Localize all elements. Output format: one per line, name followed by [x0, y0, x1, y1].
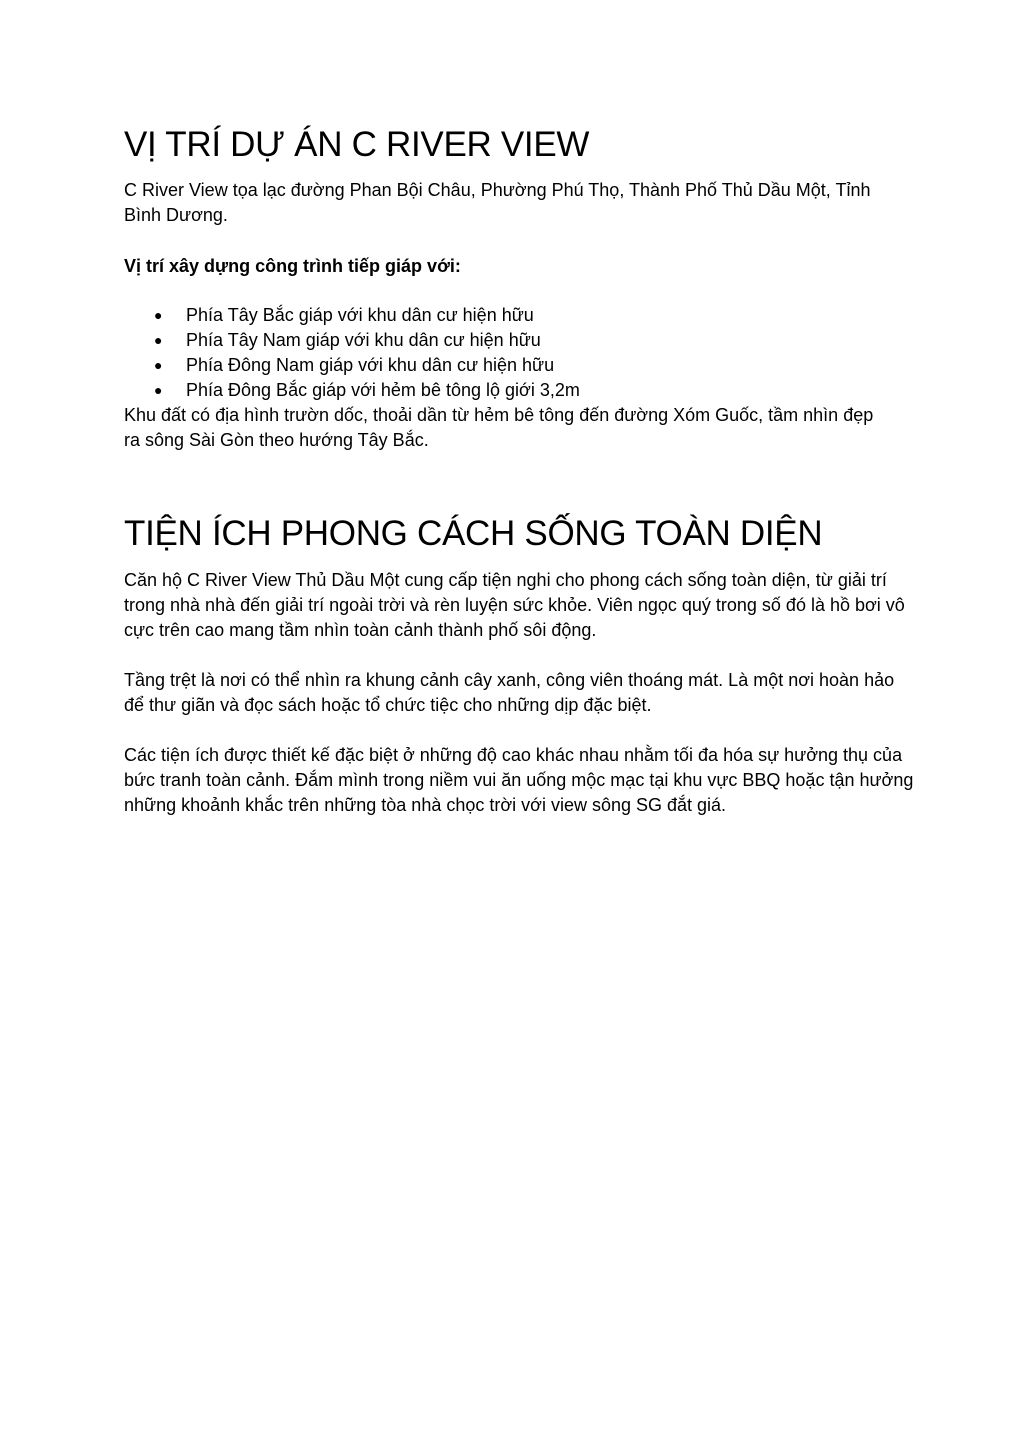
section1-heading: VỊ TRÍ DỰ ÁN C RIVER VIEW [124, 125, 590, 164]
section2-heading: TIỆN ÍCH PHONG CÁCH SỐNG TOÀN DIỆN [124, 514, 823, 553]
section1-subheading: Vị trí xây dựng công trình tiếp giáp với: [124, 256, 461, 276]
section2-paragraph: Căn hộ C River View Thủ Dầu Một cung cấp tiện nghi cho phong cách sống toàn diện, từ giải trí trong nhà nhà đến giải trí ngoài trời và rèn luyện sức khỏe. Viên ngọc quý trong số đó là hồ bơi vô cực trên cao mang tầm nhìn toàn cảnh thành phố sôi động. [124, 570, 905, 640]
list-item: ● Phía Tây Nam giáp với khu dân cư hiện hữu [124, 328, 914, 353]
list-item: ● Phía Đông Nam giáp với khu dân cư hiện hữu [124, 353, 914, 378]
section2-paragraph: Các tiện ích được thiết kế đặc biệt ở những độ cao khác nhau nhằm tối đa hóa sự hưởng thụ của bức tranh toàn cảnh. Đắm mình trong niềm vui ăn uống mộc mạc tại khu vực BBQ hoặc tận hưởng những khoảnh khắc trên những tòa nhà chọc trời với view sông SG đắt giá. [124, 745, 914, 815]
section1-closing: Khu đất có địa hình trườn dốc, thoải dần từ hẻm bê tông đến đường Xóm Guốc, tầm nhìn đẹp ra sông Sài Gòn theo hướng Tây Bắc. [124, 405, 874, 450]
list-item: ● Phía Tây Bắc giáp với khu dân cư hiện hữu [124, 303, 914, 328]
adjacency-list [124, 303, 914, 403]
list-item: ● Phía Đông Bắc giáp với hẻm bê tông lộ giới 3,2m [124, 378, 914, 403]
section2-paragraph: Tầng trệt là nơi có thể nhìn ra khung cảnh cây xanh, công viên thoáng mát. Là một nơi hoàn hảo để thư giãn và đọc sách hoặc tổ chức tiệc cho những dịp đặc biệt. [124, 670, 895, 715]
section1-intro: C River View tọa lạc đường Phan Bội Châu, Phường Phú Thọ, Thành Phố Thủ Dầu Một, Tỉnh Bình Dương. [124, 180, 871, 225]
